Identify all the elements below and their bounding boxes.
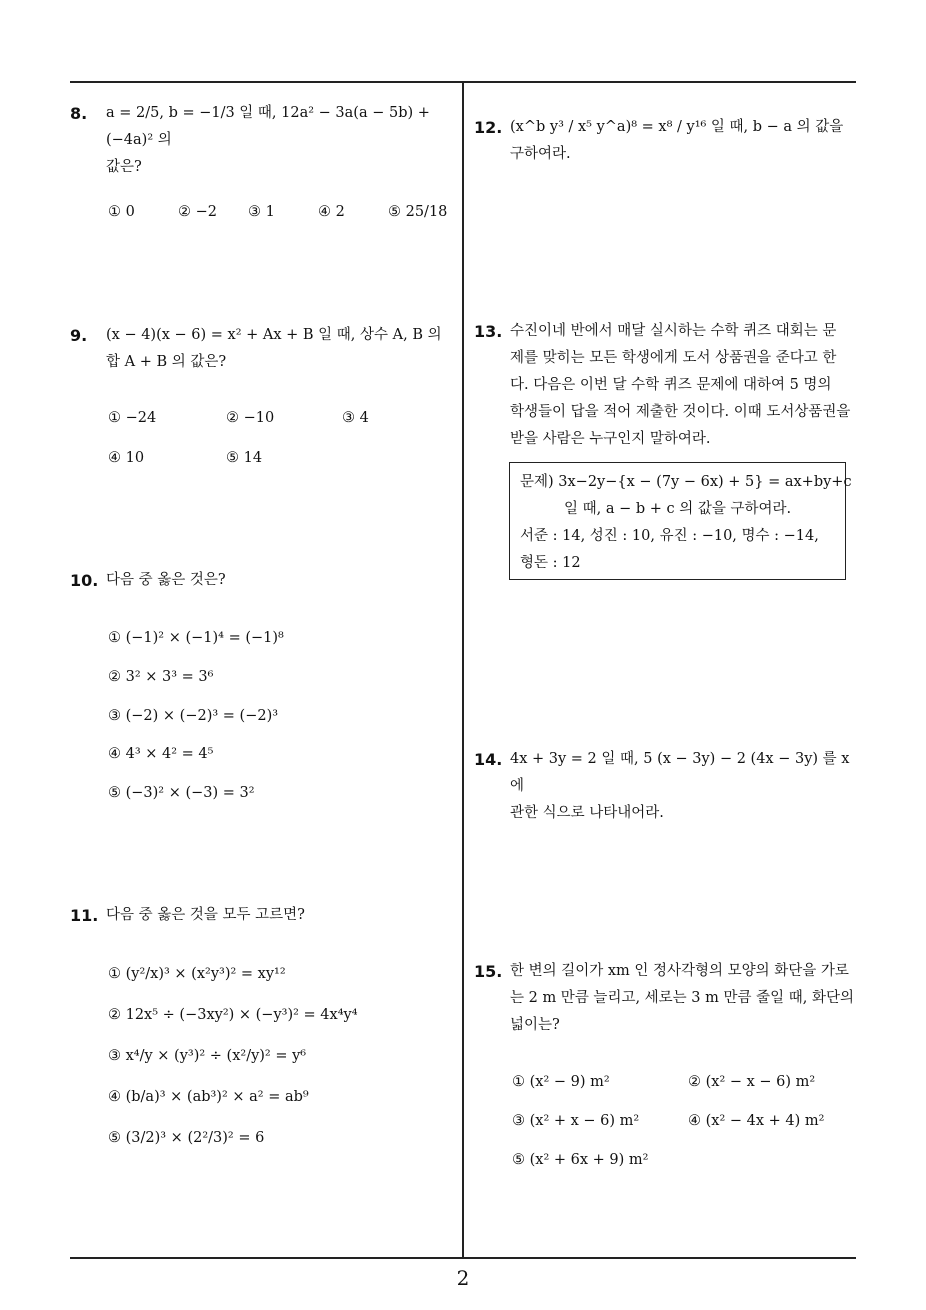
choice-3[interactable]: ③ x⁴/y × (y³)² ÷ (x²/y)² = y⁶ — [108, 1048, 307, 1064]
question-text-line: 제를 맞히는 모든 학생에게 도서 상품권을 준다고 한 — [510, 350, 837, 366]
question-text-line: a = 2/5, b = −1/3 일 때, 12a² − 3a(a − 5b) + (−4a)² 의 — [106, 105, 430, 148]
question-12 — [474, 114, 858, 168]
question-number: 14. — [474, 750, 503, 769]
question-15 — [474, 958, 858, 1039]
question-number: 15. — [474, 962, 503, 981]
choice-4[interactable]: ④ (x² − 4x + 4) m² — [688, 1113, 825, 1129]
box-line: 일 때, a − b + c 의 값을 구하여라. — [564, 501, 792, 517]
choice-4[interactable]: ④ 2 — [318, 204, 345, 220]
question-text-line: 합 A + B 의 값은? — [106, 354, 227, 370]
choice-4[interactable]: ④ 10 — [108, 450, 145, 466]
question-text-line: (x − 4)(x − 6) = x² + Ax + B 일 때, 상수 A, B 의 — [106, 327, 442, 343]
choice-2[interactable]: ② 12x⁵ ÷ (−3xy²) × (−y³)² = 4x⁴y⁴ — [108, 1007, 358, 1023]
question-text-line: 받을 사람은 누구인지 말하여라. — [510, 431, 711, 447]
question-text: 다음 중 옳은 것은? — [106, 572, 226, 588]
box-line: 문제) 3x−2y−{x − (7y − 6x) + 5} = ax+by+c — [520, 474, 852, 490]
question-11 — [70, 902, 460, 929]
question-9 — [70, 322, 460, 376]
choice-5[interactable]: ⑤ 14 — [226, 450, 263, 466]
problem-box — [509, 462, 852, 580]
question-8 — [70, 100, 460, 181]
box-line: 형돈 : 12 — [520, 555, 581, 571]
question-number: 12. — [474, 118, 503, 137]
question-10 — [70, 567, 460, 594]
question-number: 9. — [70, 326, 88, 345]
choice-5[interactable]: ⑤ (x² + 6x + 9) m² — [512, 1152, 649, 1168]
choice-5[interactable]: ⑤ (−3)² × (−3) = 3² — [108, 785, 255, 801]
choice-1[interactable]: ① (−1)² × (−1)⁴ = (−1)⁸ — [108, 630, 284, 646]
bottom-rule — [70, 1257, 856, 1259]
choice-1[interactable]: ① (x² − 9) m² — [512, 1074, 610, 1090]
choice-1[interactable]: ① −24 — [108, 410, 157, 426]
question-text-line: 다. 다음은 이번 달 수학 퀴즈 문제에 대하여 5 명의 — [510, 377, 832, 393]
choice-1[interactable]: ① (y²/x)³ × (x²y³)² = xy¹² — [108, 966, 286, 982]
question-text: 다음 중 옳은 것을 모두 고르면? — [106, 907, 305, 923]
question-13 — [474, 318, 858, 453]
choice-1[interactable]: ① 0 — [108, 204, 135, 220]
question-text-line: 는 2 m 만큼 늘리고, 세로는 3 m 만큼 줄일 때, 화단의 — [510, 990, 854, 1006]
question-number: 8. — [70, 104, 88, 123]
choice-5[interactable]: ⑤ (3/2)³ × (2²/3)² = 6 — [108, 1130, 265, 1146]
choice-3[interactable]: ③ 4 — [342, 410, 369, 426]
choice-3[interactable]: ③ (x² + x − 6) m² — [512, 1113, 640, 1129]
question-text-line: 수진이네 반에서 매달 실시하는 수학 퀴즈 대회는 문 — [510, 323, 837, 339]
question-text-line: 관한 식으로 나타내어라. — [510, 805, 664, 821]
question-number: 10. — [70, 571, 99, 590]
choice-3[interactable]: ③ 1 — [248, 204, 275, 220]
page-number: 2 — [456, 1266, 470, 1290]
choice-5[interactable]: ⑤ 25/18 — [388, 204, 448, 220]
choice-4[interactable]: ④ 4³ × 4² = 4⁵ — [108, 746, 214, 762]
choice-4[interactable]: ④ (b/a)³ × (ab³)² × a² = ab⁹ — [108, 1089, 309, 1105]
column-divider — [462, 82, 464, 1258]
choice-2[interactable]: ② 3² × 3³ = 3⁶ — [108, 669, 214, 685]
question-number: 11. — [70, 906, 99, 925]
question-text-line: 값은? — [106, 159, 142, 175]
question-text-line: 넓이는? — [510, 1017, 560, 1033]
question-text-line: 학생들이 답을 적어 제출한 것이다. 이때 도서상품권을 — [510, 404, 851, 420]
question-14 — [474, 746, 858, 827]
question-text: (x^b y³ / x⁵ y^a)⁸ = x⁸ / y¹⁶ 일 때, b − a 의 값을 구하여라. — [510, 119, 844, 162]
choice-2[interactable]: ② −10 — [226, 410, 275, 426]
question-text-line: 한 변의 길이가 xm 인 정사각형의 모양의 화단을 가로 — [510, 963, 849, 979]
choice-3[interactable]: ③ (−2) × (−2)³ = (−2)³ — [108, 708, 279, 724]
question-text-line: 4x + 3y = 2 일 때, 5 (x − 3y) − 2 (4x − 3y) 를 x 에 — [510, 751, 850, 794]
choice-2[interactable]: ② −2 — [178, 204, 217, 220]
choice-2[interactable]: ② (x² − x − 6) m² — [688, 1074, 816, 1090]
question-number: 13. — [474, 322, 503, 341]
box-line: 서준 : 14, 성진 : 10, 유진 : −10, 명수 : −14, — [520, 528, 819, 544]
